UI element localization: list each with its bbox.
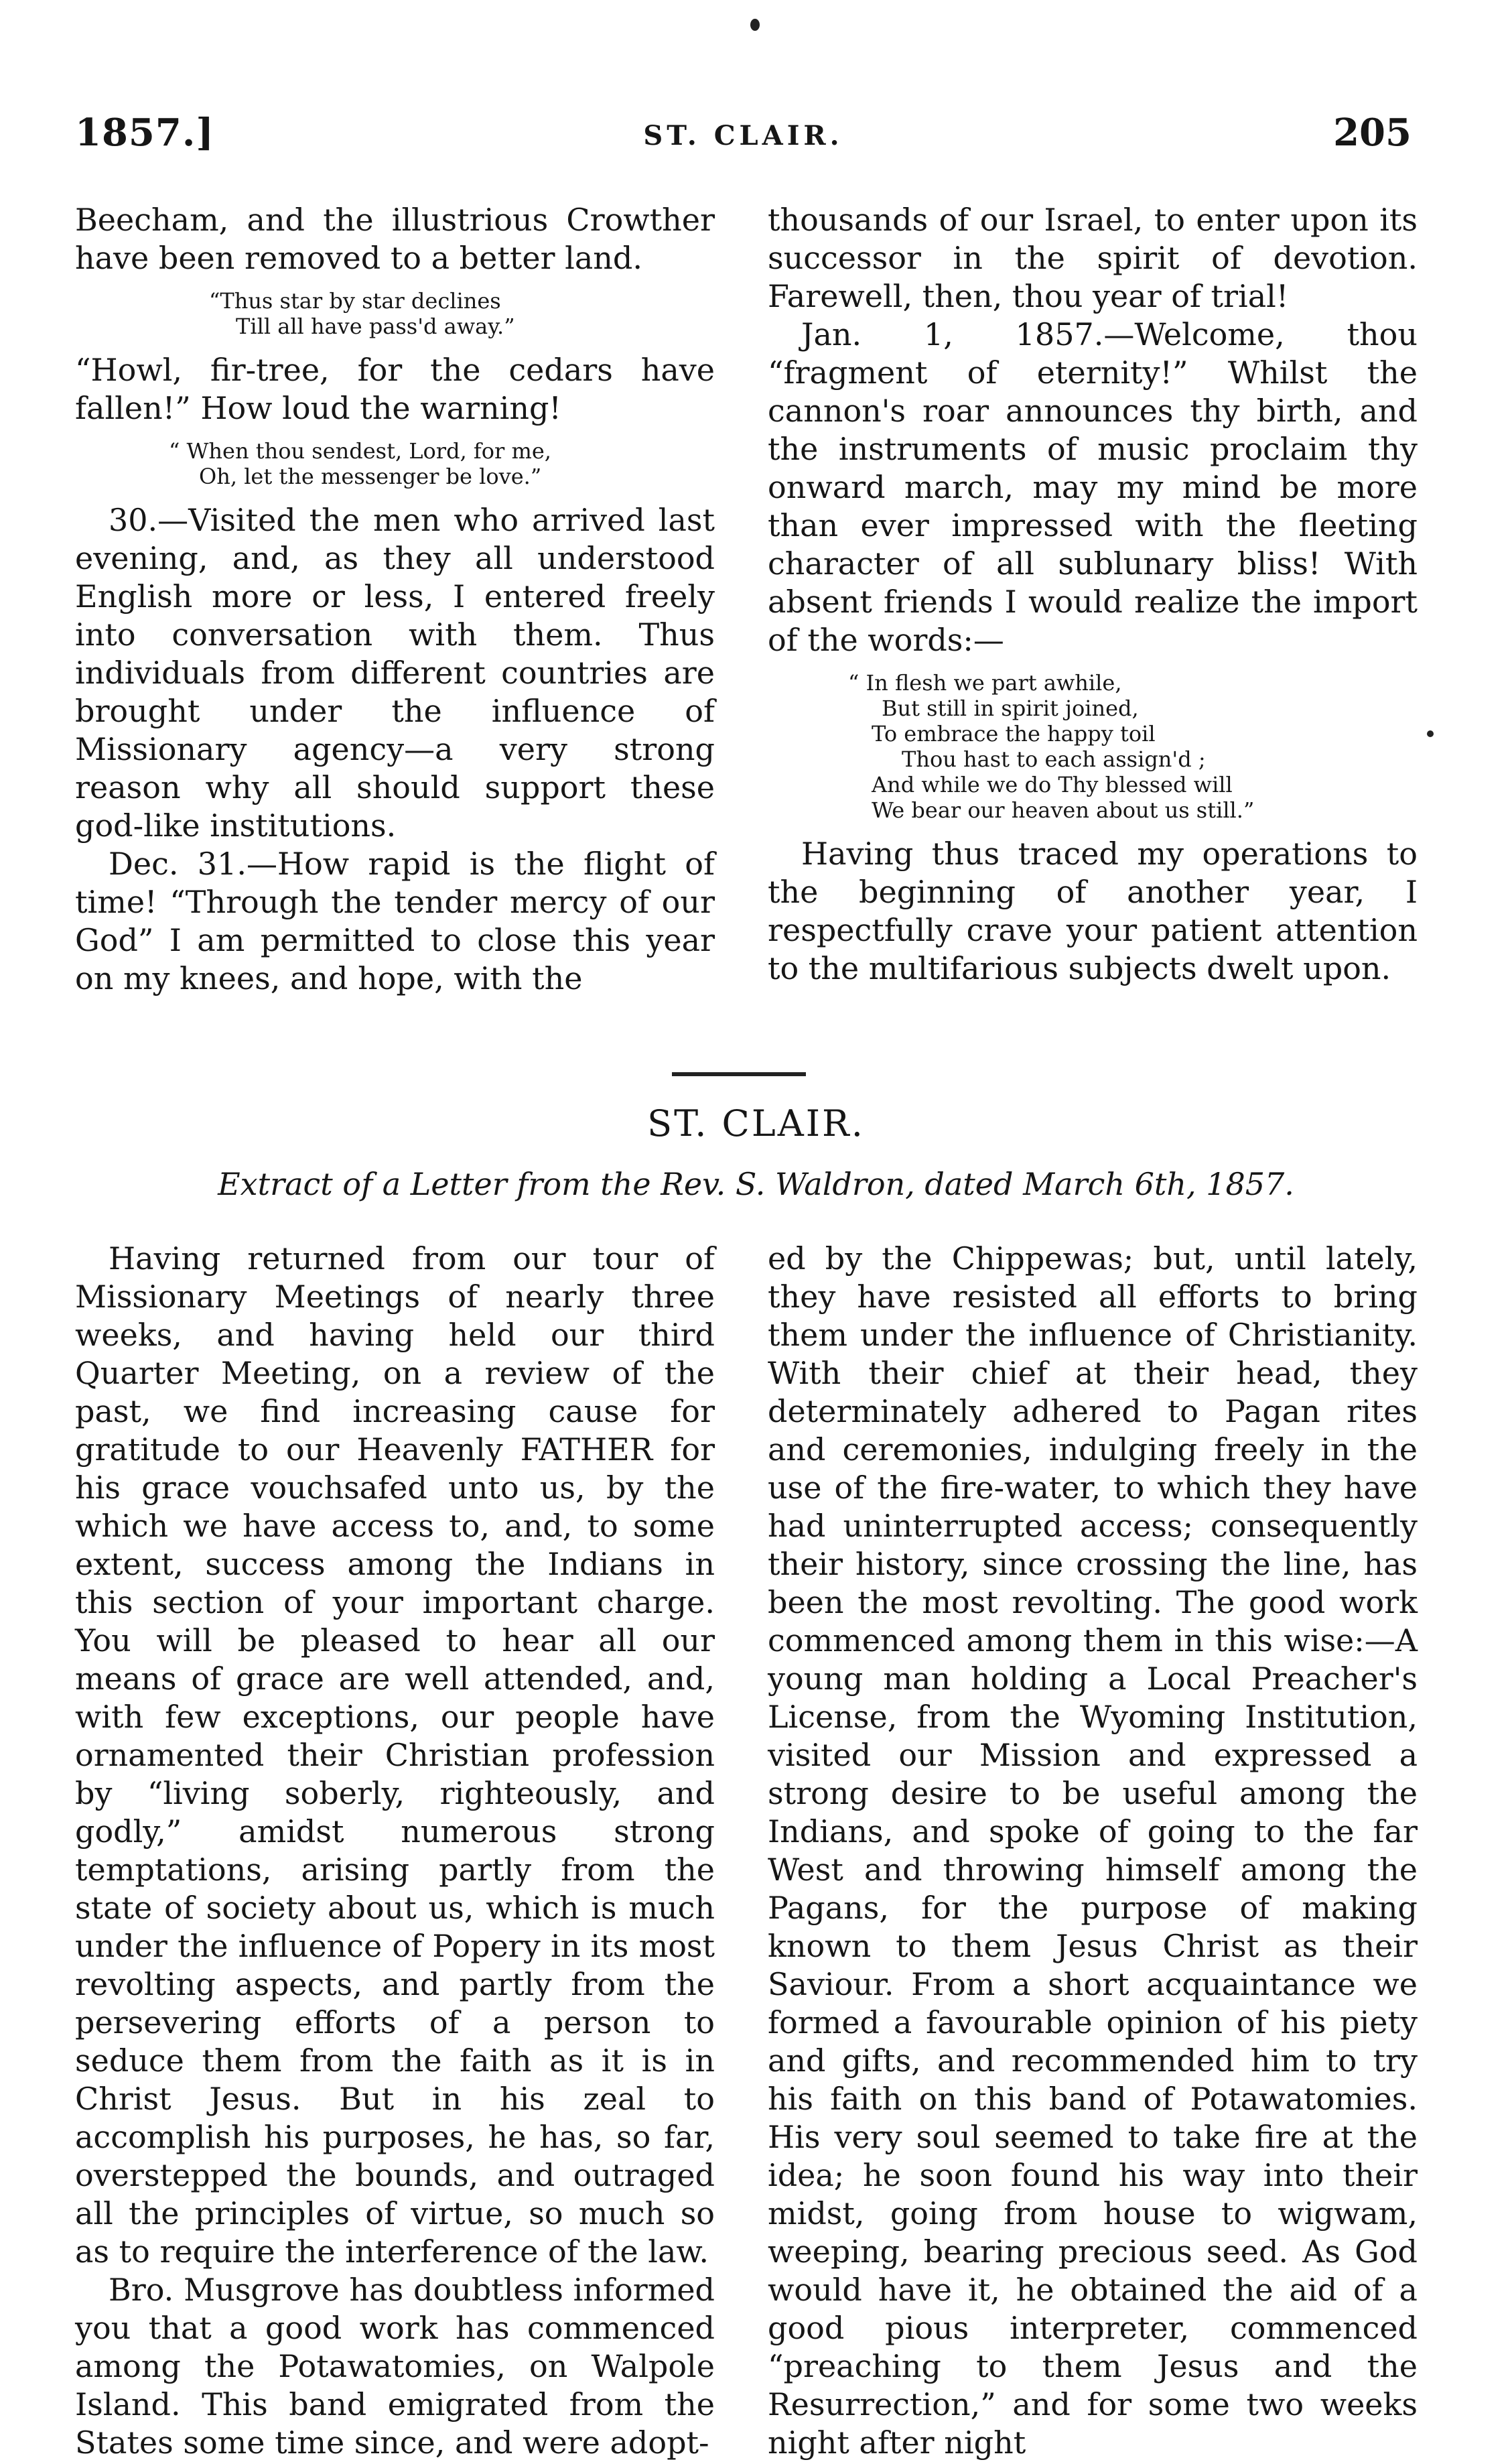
section-divider [672, 1072, 806, 1076]
verse-line: But still in spirit joined, [882, 696, 1139, 721]
column-right-top [768, 201, 1418, 988]
page-number: 205 [1333, 111, 1412, 155]
running-head-year: 1857.] [75, 111, 214, 155]
verse-line: Thou hast to each assign'd ; [902, 747, 1206, 772]
paragraph: Beecham, and the illustrious Crowther have been removed to a better land. [75, 202, 715, 276]
paragraph: “Howl, fir-tree, for the cedars have fallen!” How loud the warning! [75, 352, 715, 426]
section-title: ST. CLAIR. [647, 1102, 865, 1145]
verse-line: And while we do Thy blessed will [872, 772, 1233, 797]
running-head-title: ST. CLAIR. [643, 120, 843, 151]
ink-speck [750, 19, 760, 31]
ink-speck [1427, 730, 1434, 737]
verse-line: We bear our heaven about us still.” [872, 797, 1255, 823]
paragraph: ed by the Chippewas; but, until lately, they have resisted all efforts to bring them under the influence of Christianity. With their chief at their head, they determinately adhered to Pagan rites and ceremonies, indulging freely in the use of the fire-water, to which they have had uninterrupted access; consequently their history, since crossing the line, has been the most revolting. The good work commenced among them in this wise:—A young man holding a Local Preacher's License, from the Wyoming Institution, visited our Mission and expressed a strong desire to be useful among the Indians, and spoke of going to the far West and throwing himself among the Pagans, for the purpose of making known to them Jesus Christ as their Saviour. From a short acquaintance we formed a favourable opinion of his piety and gifts, and recommended him to try his faith on this band of Potawatomies. His very soul seemed to take fire at the idea; he soon found his way into their midst, going from house to wigwam, weeping, bearing precious seed. As God would have it, he obtained the aid of a good pious interpreter, commenced “preaching to them Jesus and the Resurrection,” and for some two weeks night after night [768, 1240, 1418, 2461]
verse-line: “ In flesh we part awhile, [848, 670, 1122, 696]
paragraph: Dec. 31.—How rapid is the flight of time! “Through the tender mercy of our God” I am permitted to close this year on my knees, and hope, with the [75, 846, 715, 996]
paragraph: 30.—Visited the men who arrived last evening, and, as they all understood English more or less, I entered freely into conversation with them. Thus individuals from different countries are brought under the influence of Missionary agency—a very strong reason why all should support these god-like institutions. [75, 502, 715, 844]
column-right-bottom [768, 1240, 1418, 2462]
column-left-bottom [75, 1240, 715, 2462]
paragraph: Having returned from our tour of Missionary Meetings of nearly three weeks, and having held our third Quarter Meeting, on a review of the past, we find increasing cause for gratitude to our Heavenly FATHER for his grace vouchsafed unto us, by the which we have access to, and, to some extent, success among the Indians in this section of your important charge. You will be pleased to hear all our means of grace are well attended, and, with few exceptions, our people have ornamented their Christian profession by “living soberly, righteously, and godly,” amidst numerous strong temptations, arising partly from the state of society about us, which is much under the influence of Popery in its most revolting aspects, and partly from the persevering efforts of a person to seduce them from the faith as it is in Christ Jesus. But in his zeal to accomplish his purposes, he has, so far, overstepped the bounds, and outraged all the principles of virtue, so much so as to require the interference of the law. [75, 1240, 715, 2270]
paragraph: Jan. 1, 1857.—Welcome, thou “fragment of eternity!” Whilst the cannon's roar announces thy birth, and the instruments of music proclaim thy onward march, may my mind be more than ever impressed with the fleeting character of all sublunary bliss! With absent friends I would realize the import of the words:— [768, 316, 1418, 658]
column-left-top [75, 201, 715, 998]
verse-line: “ When thou sendest, Lord, for me, [169, 438, 551, 464]
verse-line: Oh, let the messenger be love.” [199, 464, 542, 489]
paragraph: Having thus traced my operations to the beginning of another year, I respectfully crave your patient attention to the multifarious subjects dwelt upon. [768, 836, 1418, 986]
verse [75, 288, 715, 339]
paragraph: Bro. Musgrove has doubtless informed you that a good work has commenced among the Potawatomies, on Walpole Island. This band emigrated from the States some time since, and were adopt- [75, 2272, 715, 2461]
verse-line: Till all have pass'd away.” [236, 314, 515, 339]
verse [768, 670, 1418, 823]
section-subtitle: Extract of a Letter from the Rev. S. Waldron, dated March 6th, 1857. [218, 1166, 1294, 1202]
verse-line: “Thus star by star declines [209, 288, 501, 314]
verse [75, 438, 715, 489]
verse-line: To embrace the happy toil [872, 721, 1156, 747]
paragraph: thousands of our Israel, to enter upon its successor in the spirit of devotion. Farewell, then, thou year of trial! [768, 202, 1418, 314]
running-head [75, 111, 1412, 164]
